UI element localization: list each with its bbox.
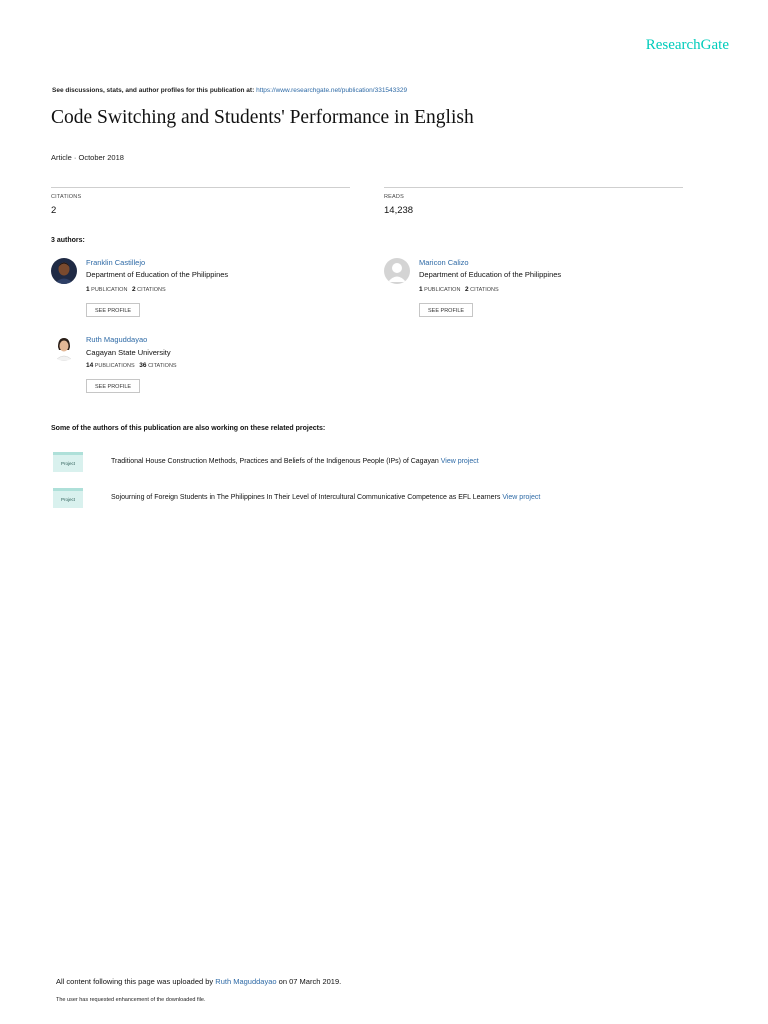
divider-right xyxy=(384,187,683,188)
project-icon-label: Project xyxy=(60,461,76,466)
related-projects-heading: Some of the authors of this publication are also working on these related projects: xyxy=(51,425,326,432)
avatar[interactable] xyxy=(51,335,77,361)
publication-count: 1 xyxy=(86,286,90,293)
researchgate-logo[interactable]: ResearchGate xyxy=(645,37,729,53)
author-counts xyxy=(419,286,499,293)
project-title: Traditional House Construction Methods, Practices and Beliefs of the Indigenous People (IPs) of Cagayan xyxy=(111,458,439,465)
author-affiliation: Cagayan State University xyxy=(86,348,171,357)
view-project-link[interactable]: View project xyxy=(440,458,479,465)
see-profile-button[interactable]: SEE PROFILE xyxy=(86,303,140,317)
project-title: Sojourning of Foreign Students in The Philippines In Their Level of Intercultural Communicative Competence as EFL Learners xyxy=(111,494,501,501)
project-folder-icon[interactable] xyxy=(53,452,83,472)
citation-count: 2 xyxy=(465,286,469,293)
authors-heading: 3 authors: xyxy=(51,237,85,244)
citation-count-label: CITATIONS xyxy=(137,287,166,293)
divider-left xyxy=(51,187,350,188)
publication-title: Code Switching and Students' Performance in English xyxy=(51,107,474,128)
see-profile-button[interactable]: SEE PROFILE xyxy=(86,379,140,393)
citation-count: 36 xyxy=(139,362,147,369)
avatar[interactable] xyxy=(51,258,77,284)
discussions-text: See discussions, stats, and author profiles for this publication at: xyxy=(52,87,255,94)
citation-count-label: CITATIONS xyxy=(148,363,177,369)
upload-notice xyxy=(56,977,341,986)
project-item xyxy=(111,458,479,465)
citations-value: 2 xyxy=(51,205,57,216)
view-project-link[interactable]: View project xyxy=(502,494,541,501)
author-affiliation: Department of Education of the Philippines xyxy=(86,270,229,279)
citation-count-label: CITATIONS xyxy=(470,287,499,293)
project-item xyxy=(111,494,540,501)
author-name-link[interactable]: Ruth Maguddayao xyxy=(86,335,148,344)
author-name-link[interactable]: Maricon Calizo xyxy=(419,258,469,267)
citation-count: 2 xyxy=(132,286,136,293)
author-affiliation: Department of Education of the Philippines xyxy=(419,270,562,279)
publication-meta: Article · October 2018 xyxy=(51,153,124,162)
reads-label: READS xyxy=(384,194,404,200)
author-name-link[interactable]: Franklin Castillejo xyxy=(86,258,146,267)
see-profile-button[interactable]: SEE PROFILE xyxy=(419,303,473,317)
publication-count-label: PUBLICATION xyxy=(91,287,128,293)
download-note: The user has requested enhancement of the downloaded file. xyxy=(56,997,206,1003)
publication-count: 1 xyxy=(419,286,423,293)
publication-count: 14 xyxy=(86,362,94,369)
avatar-placeholder[interactable] xyxy=(384,258,410,284)
upload-prefix: All content following this page was uploaded by xyxy=(56,977,214,986)
project-icon-label: Project xyxy=(60,497,76,502)
author-counts xyxy=(86,286,166,293)
citations-label: CITATIONS xyxy=(51,194,82,200)
publication-url-link[interactable]: https://www.researchgate.net/publication/331543329 xyxy=(256,87,408,94)
project-folder-icon[interactable] xyxy=(53,488,83,508)
upload-suffix: on 07 March 2019. xyxy=(278,977,342,986)
discussions-line xyxy=(52,87,407,94)
author-counts xyxy=(86,362,177,369)
uploader-link[interactable]: Ruth Maguddayao xyxy=(215,977,277,986)
publication-count-label: PUBLICATIONS xyxy=(94,363,135,369)
publication-count-label: PUBLICATION xyxy=(424,287,461,293)
reads-value: 14,238 xyxy=(384,205,414,216)
